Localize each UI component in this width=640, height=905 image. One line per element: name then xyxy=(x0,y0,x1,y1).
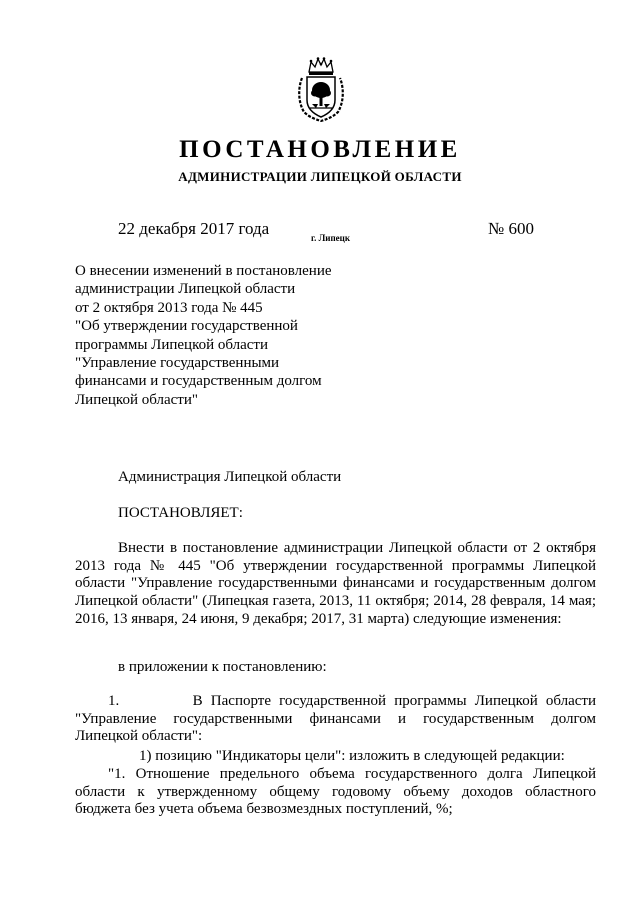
subject-line: О внесении изменений в постановление xyxy=(75,263,332,279)
subject-line: финансами и государственным долгом xyxy=(75,373,322,390)
document-date: 22 декабря 2017 года xyxy=(118,219,270,238)
item-1-subpoint: 1) позицию "Индикаторы цели": изложить в следующей редакции: xyxy=(139,748,565,764)
item-1-text: В Паспорте государственной программы Липецкой области "Управление государственными финансами и государственным долгом Липецкой области": xyxy=(75,693,597,745)
resolve-line: ПОСТАНОВЛЯЕТ: xyxy=(118,505,243,521)
subject-line: от 2 октября 2013 года № 445 xyxy=(75,299,263,316)
document-title: ПОСТАНОВЛЕНИЕ xyxy=(179,136,461,163)
subject-line: администрации Липецкой области xyxy=(75,281,296,298)
subject-line: "Об утверждении государственной xyxy=(75,318,298,335)
document-subject xyxy=(75,262,375,409)
document-number: № 600 xyxy=(488,219,534,238)
main-paragraph-text: Внести в постановление администрации Липецкой области от 2 октября 2013 года № 445 "Об утверждении государственной программы Липецкой области "Управление государственными финансами и государственным долгом Липецкой области" (Липецкая газета, 2013, 11 октября; 2014, 28 февраля, 14 мая; 2016, 13 января, 24 июня, 9 декабря; 2017, 31 марта) следующие изменения: xyxy=(75,540,596,627)
item-1-number: 1. xyxy=(108,693,120,709)
subject-line: Липецкой области" xyxy=(75,391,198,408)
document-city: г. Липецк xyxy=(311,233,351,243)
main-paragraph xyxy=(75,540,596,629)
coat-of-arms-icon xyxy=(296,56,346,122)
subject-line: программы Липецкой области xyxy=(75,336,269,353)
subject-line: "Управление государственными xyxy=(75,355,280,372)
appendix-line: в приложении к постановлению: xyxy=(118,659,327,675)
item-1 xyxy=(75,693,596,746)
quoted-text-content: "1. Отношение предельного объема государственного долга Липецкой области к утвержденному общему годовому объему доходов областного бюджета без учета объема безвозмездных поступлений, %; xyxy=(75,766,596,818)
issuer-line: Администрация Липецкой области xyxy=(118,469,342,485)
document-subtitle: АДМИНИСТРАЦИИ ЛИПЕЦКОЙ ОБЛАСТИ xyxy=(178,169,462,184)
quoted-text xyxy=(75,766,596,819)
